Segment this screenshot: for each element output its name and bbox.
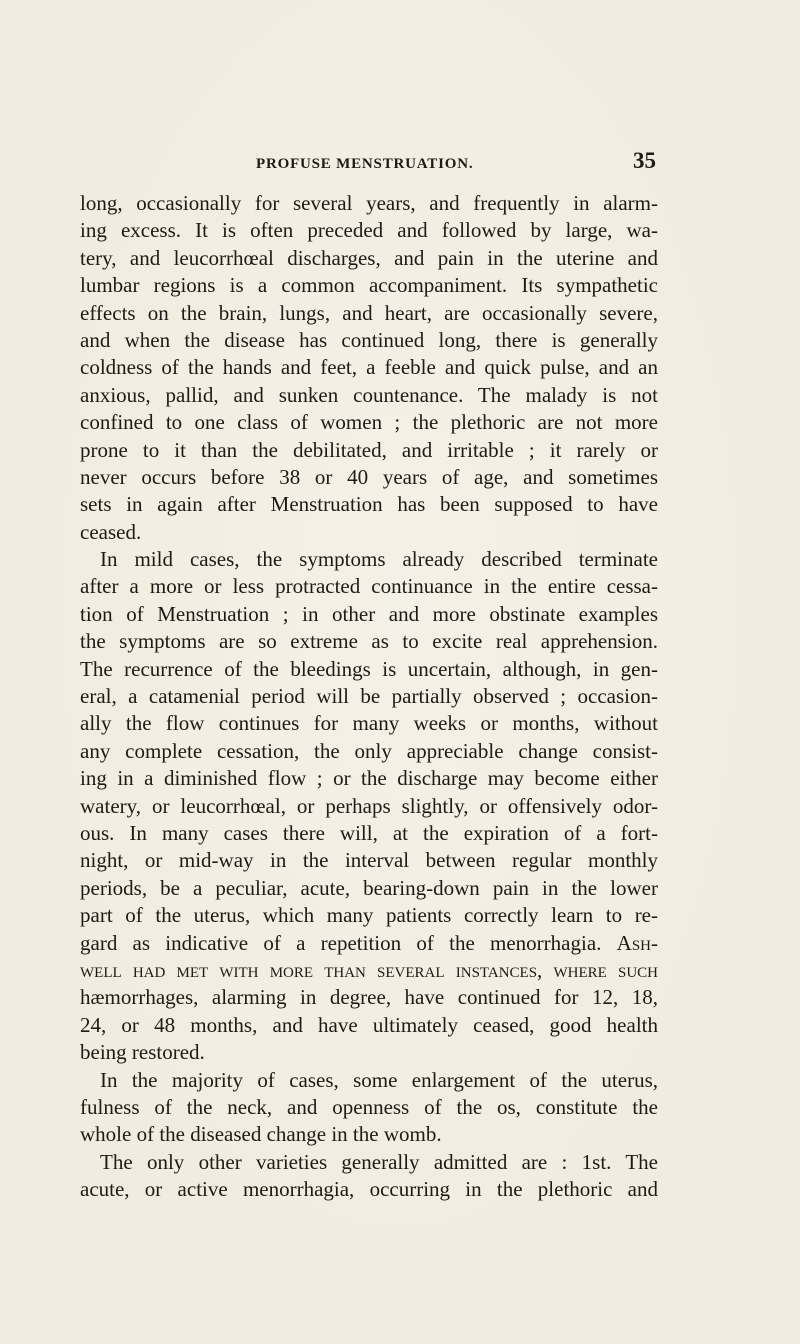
- text-line: hæmorrhages, alarming in degree, have continued for 12, 18,: [80, 985, 658, 1010]
- page-header: [256, 146, 656, 180]
- text-line: effects on the brain, lungs, and heart, are occasionally severe,: [80, 300, 658, 325]
- text-line: ally the flow continues for many weeks or months, without: [80, 711, 658, 736]
- author-name-smallcaps: Ash-: [616, 930, 658, 955]
- text-line: watery, or leucorrhœal, or perhaps slightly, or offensively odor-: [80, 793, 658, 818]
- text-line: whole of the diseased change in the womb.: [80, 1122, 442, 1147]
- text-line: ous. In many cases there will, at the expiration of a fort-: [80, 820, 658, 845]
- paragraph-start-line: In the majority of cases, some enlargement of the uterus,: [100, 1067, 658, 1092]
- text-line: tery, and leucorrhœal discharges, and pain in the uterine and: [80, 245, 658, 270]
- text-line: sets in again after Menstruation has been supposed to have: [80, 492, 658, 517]
- paragraph-start-line: In mild cases, the symptoms already described terminate: [100, 547, 658, 572]
- text-line: The recurrence of the bleedings is uncertain, although, in gen-: [80, 656, 658, 681]
- text-line: long, occasionally for several years, and frequently in alarm-: [80, 191, 658, 215]
- text-line-with-name: [80, 930, 658, 957]
- text-line: coldness of the hands and feet, a feeble and quick pulse, and an: [80, 355, 658, 380]
- text-line: prone to it than the debilitated, and irritable ; it rarely or: [80, 437, 658, 462]
- body-text: [80, 190, 658, 1203]
- text-line: acute, or active menorrhagia, occurring in the plethoric and: [80, 1177, 658, 1202]
- text-line: fulness of the neck, and openness of the os, constitute the: [80, 1094, 658, 1119]
- text-line: lumbar regions is a common accompaniment. Its sympathetic: [80, 273, 658, 298]
- text-line: night, or mid-way in the interval between regular monthly: [80, 848, 658, 873]
- page-number: 35: [633, 148, 656, 173]
- text-line: tion of Menstruation ; in other and more obstinate examples: [80, 601, 658, 626]
- author-name-continuation: well had met with more than several instances, where such: [80, 957, 658, 982]
- text-line: confined to one class of women ; the plethoric are not more: [80, 410, 658, 435]
- text-line: ing in a diminished flow ; or the discharge may become either: [80, 766, 658, 791]
- text-line: after a more or less protracted continuance in the entire cessa-: [80, 574, 658, 599]
- text-line: part of the uterus, which many patients correctly learn to re-: [80, 903, 658, 928]
- text-line: periods, be a peculiar, acute, bearing-down pain in the lower: [80, 875, 658, 900]
- running-title: PROFUSE MENSTRUATION.: [256, 156, 474, 172]
- text-line: [80, 957, 658, 984]
- text-line: ing excess. It is often preceded and followed by large, wa-: [80, 218, 658, 243]
- paragraph-start-line: The only other varieties generally admitted are : 1st. The: [100, 1149, 658, 1174]
- line-text: gard as indicative of a repetition of the menorrhagia.: [80, 930, 602, 955]
- text-line: and when the disease has continued long, there is generally: [80, 327, 658, 352]
- text-line: the symptoms are so extreme as to excite real apprehension.: [80, 629, 658, 654]
- text-line: being restored.: [80, 1040, 205, 1065]
- text-line: 24, or 48 months, and have ultimately ceased, good health: [80, 1012, 658, 1037]
- text-line: any complete cessation, the only appreciable change consist-: [80, 738, 658, 763]
- text-line: eral, a catamenial period will be partially observed ; occasion-: [80, 684, 658, 709]
- text-line: never occurs before 38 or 40 years of age, and sometimes: [80, 464, 658, 489]
- text-line: ceased.: [80, 519, 142, 544]
- text-line: anxious, pallid, and sunken countenance. The malady is not: [80, 382, 658, 407]
